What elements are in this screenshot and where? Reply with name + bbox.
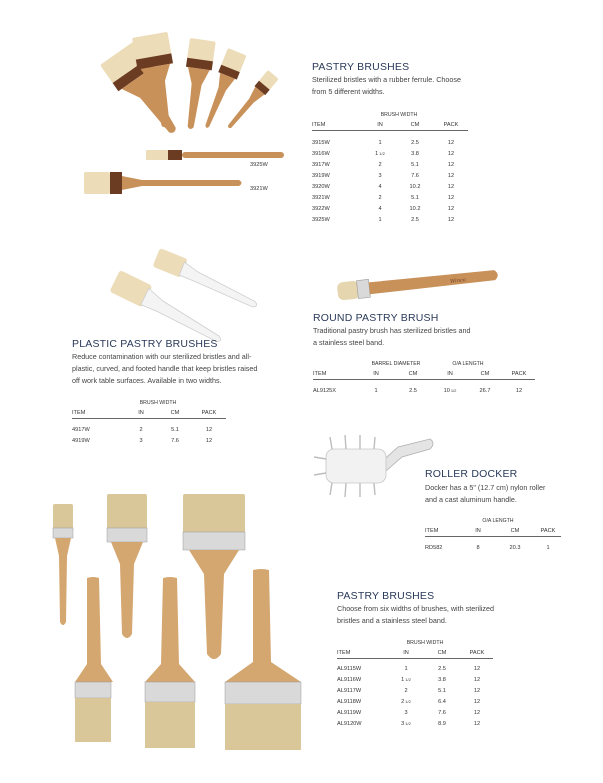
col-header: PACK	[503, 369, 535, 380]
length-cm: 26.7	[479, 387, 491, 394]
col-header: IN	[461, 526, 495, 537]
width-cm: 7.6	[171, 437, 179, 444]
pack-qty: 12	[473, 709, 481, 716]
width-in: 3	[404, 709, 408, 716]
width-cm: 3.8	[438, 676, 446, 683]
roller-docker-description	[425, 482, 585, 506]
pack-qty: 12	[447, 216, 455, 223]
width-in: 2	[378, 161, 382, 168]
col-header: ITEM	[425, 526, 461, 537]
col-header: PACK	[461, 648, 493, 659]
pack-qty: 12	[447, 205, 455, 212]
pack-qty: 12	[447, 161, 455, 168]
width-cm: 2.5	[411, 216, 419, 223]
table-row	[312, 192, 468, 203]
pastry-brushes-bottom-description	[337, 603, 537, 627]
pastry-brushes-spec-table	[312, 110, 468, 225]
round-brush-spec-table	[313, 359, 535, 396]
brush-width-group-label: BRUSH WIDTH	[380, 112, 418, 118]
width-in: 1	[375, 150, 379, 157]
col-header: IN	[433, 369, 467, 380]
plastic-brushes-spec-table	[72, 398, 226, 446]
item-code: AL9116W	[337, 676, 362, 683]
col-header: IN	[389, 648, 423, 659]
table-row	[312, 137, 468, 148]
table-row	[72, 424, 226, 435]
pack-qty: 12	[447, 194, 455, 201]
photo-label-3925w: 3925W	[250, 162, 268, 168]
col-header: ITEM	[72, 408, 124, 419]
table-row	[312, 214, 468, 225]
item-code: 4917W	[72, 426, 90, 433]
table-row	[425, 542, 561, 553]
width-in: 4	[378, 205, 382, 212]
diameter-cm: 2.5	[409, 387, 417, 394]
table-row	[312, 148, 468, 159]
pack-qty: 12	[473, 687, 481, 694]
item-code: 3922W	[312, 205, 330, 212]
width-cm: 7.6	[438, 709, 446, 716]
width-in: 3	[139, 437, 143, 444]
table-row	[312, 181, 468, 192]
length-in-fraction: 1/2	[450, 387, 457, 393]
roller-docker-photo	[308, 425, 438, 505]
pastry-brushes-bottom-spec-table	[337, 638, 493, 729]
pack-qty: 12	[447, 183, 455, 190]
width-cm: 5.1	[411, 161, 419, 168]
col-header: CM	[423, 648, 461, 659]
table-row	[337, 663, 493, 674]
svg-text:Winco: Winco	[449, 277, 467, 285]
pastry-brushes-bottom-title: PASTRY BRUSHES	[337, 590, 435, 602]
round-brush-photo	[335, 262, 505, 302]
round-brush-description	[313, 325, 513, 349]
item-code: 3925W	[312, 216, 330, 223]
width-cm: 3.8	[411, 150, 419, 157]
width-in: 1	[378, 139, 382, 146]
plastic-brushes-photo	[110, 238, 290, 338]
table-row	[312, 170, 468, 181]
pack-qty: 12	[447, 172, 455, 179]
col-header: IN	[359, 369, 393, 380]
oa-length-group-label: O/A LENGTH	[452, 361, 484, 367]
table-row	[337, 718, 493, 729]
width-cm: 5.1	[438, 687, 446, 694]
item-code: AL9118W	[337, 698, 362, 705]
width-cm: 6.4	[438, 698, 446, 705]
col-header: ITEM	[312, 120, 364, 131]
desc-line: from 5 different widths.	[312, 87, 385, 96]
col-header: IN	[364, 120, 396, 131]
length-in: 10	[443, 387, 450, 394]
col-header: CM	[158, 408, 192, 419]
desc-line: bristles and a stainless steel band.	[337, 616, 447, 625]
pastry-brushes-illustration	[70, 30, 300, 210]
plastic-brushes-description	[72, 351, 292, 387]
photo-label-3921w: 3921W	[250, 186, 268, 192]
width-in-fraction: 1/2	[379, 150, 385, 156]
width-in: 4	[378, 183, 382, 190]
desc-line: Traditional pastry brush has sterilized bristles and	[313, 326, 471, 335]
length-in: 8	[476, 544, 480, 551]
length-cm: 20.3	[509, 544, 521, 551]
diameter-in: 1	[374, 387, 378, 394]
col-header: CM	[396, 120, 434, 131]
width-in: 2	[139, 426, 143, 433]
col-header: PACK	[192, 408, 226, 419]
col-header: CM	[467, 369, 503, 380]
width-cm: 10.2	[409, 205, 421, 212]
col-header: CM	[393, 369, 433, 380]
width-in: 1	[404, 665, 408, 672]
oa-length-group-label: O/A LENGTH	[482, 518, 514, 524]
item-code: 3919W	[312, 172, 330, 179]
item-code: 3915W	[312, 139, 330, 146]
pack-qty: 12	[473, 720, 481, 727]
width-in-fraction: 1/2	[405, 698, 411, 704]
table-row	[337, 707, 493, 718]
pack-qty: 12	[447, 150, 455, 157]
desc-line: a stainless steel band.	[313, 338, 385, 347]
desc-line: plastic, curved, and footed handle that keep bristles raised	[72, 364, 258, 373]
table-row	[337, 685, 493, 696]
round-brush-illustration	[335, 262, 505, 302]
width-in: 1	[378, 216, 382, 223]
pack-qty: 1	[546, 544, 550, 551]
desc-line: Reduce contamination with our sterilized bristles and all-	[72, 352, 252, 361]
width-in-fraction: 1/2	[405, 720, 411, 726]
width-in: 3	[401, 720, 405, 727]
width-in: 3	[378, 172, 382, 179]
col-header: IN	[124, 408, 158, 419]
plastic-brushes-title: PLASTIC PASTRY BRUSHES	[72, 338, 218, 350]
desc-line: Sterilized bristles with a rubber ferrule. Choose	[312, 75, 462, 84]
width-cm: 8.9	[438, 720, 446, 727]
item-code: 3916W	[312, 150, 330, 157]
table-row	[72, 435, 226, 446]
desc-line: Docker has a 5" (12.7 cm) nylon roller	[425, 483, 546, 492]
item-code: AL9120W	[337, 720, 362, 727]
pack-qty: 12	[515, 387, 523, 394]
wooden-brushes-photo	[45, 490, 310, 755]
item-code: AL9115W	[337, 665, 362, 672]
table-row	[312, 159, 468, 170]
item-code: AL9117W	[337, 687, 362, 694]
width-in: 2	[378, 194, 382, 201]
pack-qty: 12	[473, 698, 481, 705]
wooden-brushes-illustration	[45, 490, 310, 755]
item-code: 3920W	[312, 183, 330, 190]
pack-qty: 12	[447, 139, 455, 146]
brush-width-group-label: BRUSH WIDTH	[139, 400, 177, 406]
width-cm: 10.2	[409, 183, 421, 190]
item-code: 3917W	[312, 161, 330, 168]
plastic-brushes-illustration	[110, 238, 290, 338]
barrel-diameter-group-label: BARREL DIAMETER	[371, 361, 421, 367]
width-cm: 2.5	[411, 139, 419, 146]
roller-docker-title: ROLLER DOCKER	[425, 468, 518, 480]
width-in-fraction: 1/2	[405, 676, 411, 682]
item-code: AL9125X	[313, 387, 337, 394]
desc-line: and a cast aluminum handle.	[425, 495, 517, 504]
table-row	[313, 385, 535, 396]
table-row	[337, 674, 493, 685]
pack-qty: 12	[205, 426, 213, 433]
width-cm: 7.6	[411, 172, 419, 179]
table-row	[337, 696, 493, 707]
roller-docker-illustration	[308, 425, 438, 505]
pastry-brushes-title: PASTRY BRUSHES	[312, 61, 410, 73]
width-cm: 2.5	[438, 665, 446, 672]
desc-line: Choose from six widths of brushes, with sterilized	[337, 604, 494, 613]
width-in: 1	[401, 676, 405, 683]
item-code: 3921W	[312, 194, 330, 201]
roller-docker-spec-table	[425, 516, 561, 553]
brush-width-group-label: BRUSH WIDTH	[406, 640, 444, 646]
col-header: ITEM	[337, 648, 389, 659]
table-row	[312, 203, 468, 214]
col-header: ITEM	[313, 369, 359, 380]
col-header: PACK	[434, 120, 468, 131]
item-code: AL9119W	[337, 709, 362, 716]
width-in: 2	[401, 698, 405, 705]
col-header: CM	[495, 526, 535, 537]
item-code: 4919W	[72, 437, 90, 444]
pastry-brushes-description	[312, 74, 512, 98]
pastry-brushes-photo	[70, 30, 300, 210]
desc-line: off work table surfaces. Available in two widths.	[72, 376, 222, 385]
round-brush-title: ROUND PASTRY BRUSH	[313, 312, 439, 324]
pack-qty: 12	[473, 676, 481, 683]
item-code: RD582	[425, 544, 443, 551]
width-cm: 5.1	[171, 426, 179, 433]
pack-qty: 12	[205, 437, 213, 444]
width-in: 2	[404, 687, 408, 694]
width-cm: 5.1	[411, 194, 419, 201]
pack-qty: 12	[473, 665, 481, 672]
col-header: PACK	[535, 526, 561, 537]
